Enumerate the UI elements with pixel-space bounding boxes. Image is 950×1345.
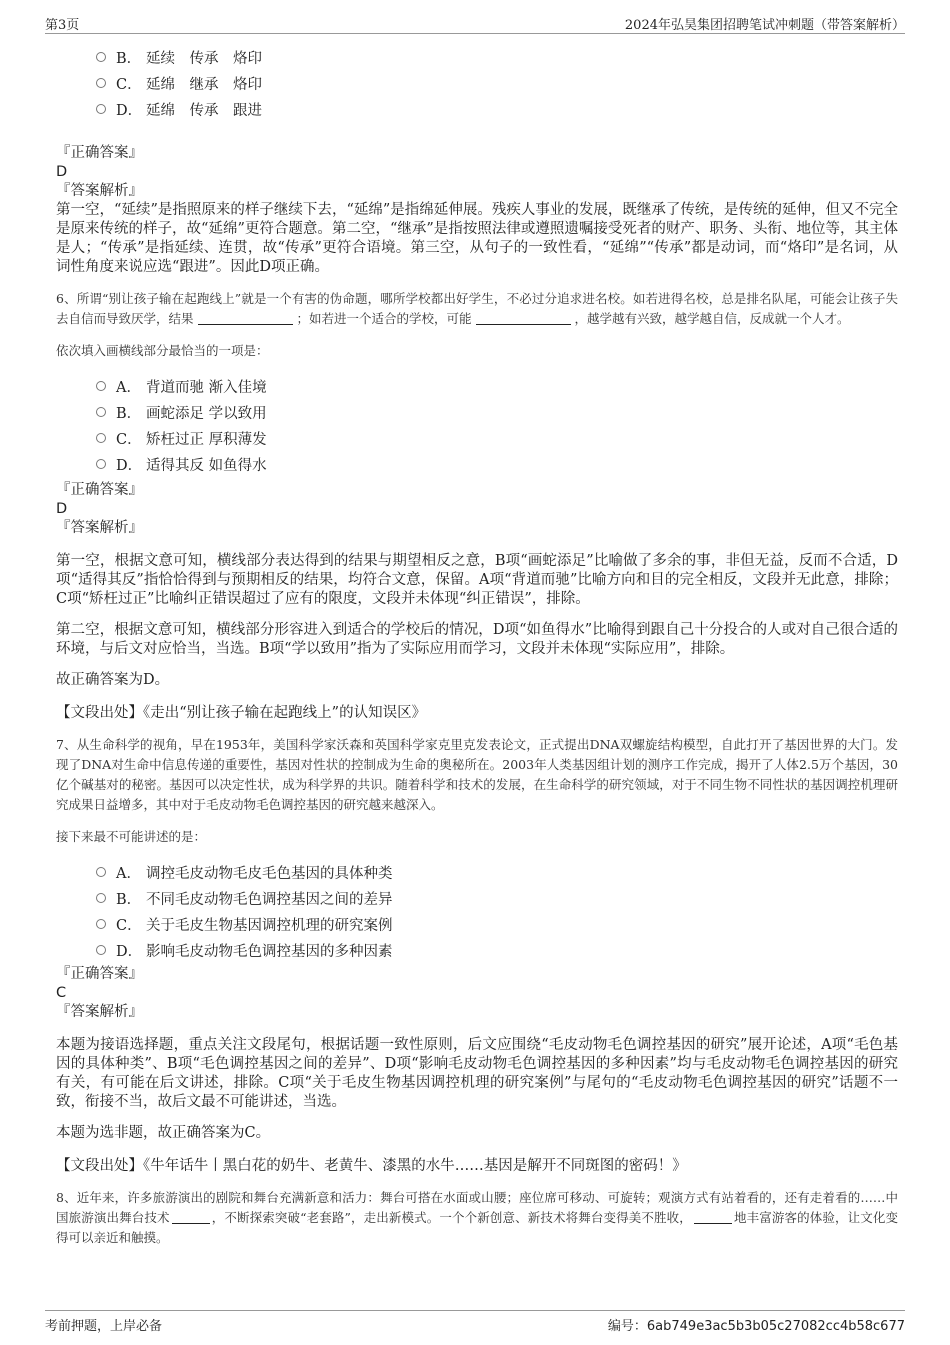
radio-icon[interactable] <box>96 433 106 443</box>
option-d[interactable]: D． 延绵 传承 跟进 <box>96 96 898 122</box>
radio-icon[interactable] <box>96 104 106 114</box>
radio-icon[interactable] <box>96 945 106 955</box>
question-8-stem: 8、近年来，许多旅游演出的剧院和舞台充满新意和活力：舞台可搭在水面或山腰；座位席可移动、可旋转；观演方式有站着看的，还有走着看的……中国旅游演出舞台技术 ，不断探索突破“老套路”，走出新模式。一个个新创意、新技术将舞台变得美不胜收， 地丰富游客的体验，让文化变得可以亲近和触摸。 <box>56 1190 898 1245</box>
option-c[interactable]: C． 关于毛皮生物基因调控机理的研究案例 <box>96 911 898 937</box>
option-c[interactable]: C． 延绵 继承 烙印 <box>96 70 898 96</box>
analysis-text: 本题为接语选择题，重点关注文段尾句，根据话题一致性原则，后文应围绕“毛皮动物毛色调控基因的研究”展开论述，A项“毛色基因的具体种类”、B项“毛色调控基因之间的差异”、D项“影响毛皮动物毛色调控基因的多种因素”均与毛皮动物毛色调控基因的研究有关，有可能在后文讲述，排除。C项“关于毛皮生物基因调控机理的研究案例”与尾句的“毛皮动物毛色调控基因的研究”话题不一致，衔接不当，故后文最不可能讲述，当选。 <box>56 1037 898 1110</box>
radio-icon[interactable] <box>96 381 106 391</box>
footer-slogan: 考前押题，上岸必备 <box>45 1319 163 1334</box>
option-b[interactable]: B． 不同毛皮动物毛色调控基因之间的差异 <box>96 885 898 911</box>
analysis-text: 本题为选非题，故正确答案为C。 <box>56 1125 271 1141</box>
radio-icon[interactable] <box>96 52 106 62</box>
source-citation: 【文段出处】《牛年话牛丨黑白花的奶牛、老黄牛、漆黑的水牛……基因是解开不同斑图的密码！》 <box>56 1158 687 1174</box>
document-code: 编号：6ab749e3ac5b3b05c27082cc4b58c677 <box>607 1319 905 1334</box>
question-7-prompt: 接下来最不可能讲述的是： <box>56 829 207 844</box>
option-b[interactable]: B． 延续 传承 烙印 <box>96 44 898 70</box>
page-footer <box>45 1310 905 1332</box>
radio-icon[interactable] <box>96 919 106 929</box>
blank-line <box>198 311 293 325</box>
answer-value: D <box>56 164 68 180</box>
radio-icon[interactable] <box>96 867 106 877</box>
option-d[interactable]: D． 影响毛皮动物毛色调控基因的多种因素 <box>96 937 898 963</box>
q6-options <box>56 373 898 477</box>
blank-line <box>694 1210 732 1224</box>
analysis-label: 『答案解析』 <box>56 520 143 536</box>
question-6-stem: 6、所谓“别让孩子输在起跑线上”就是一个有害的伪命题，哪所学校都出好学生，不必过分追求进名校。如若进得名校，总是排名队尾，可能会让孩子失去自信而导致厌学，结果 ；如若进一个适合的学校，可能 ，越学越有兴致，越学越自信，反成就一个人才。 <box>56 291 898 326</box>
analysis-label: 『答案解析』 <box>56 183 143 199</box>
option-d[interactable]: D． 适得其反 如鱼得水 <box>96 451 898 477</box>
answer-label: 『正确答案』 <box>56 482 143 498</box>
source-citation: 【文段出处】《走出“别让孩子输在起跑线上”的认知误区》 <box>56 705 427 721</box>
analysis-text: 第二空，根据文意可知，横线部分形容进入到适合的学校后的情况，D项“如鱼得水”比喻得到跟自己十分投合的人或对自己很合适的环境，与后文对应恰当，当选。B项“学以致用”指为了实际应用而学习，文段并未体现“实际应用”，排除。 <box>56 622 898 657</box>
analysis-text: 第一空，“延续”是指照原来的样子继续下去，“延绵”是指绵延伸展。残疾人事业的发展，既继承了传统，是传统的延伸，但又不完全是原来传统的样子，故“延绵”更符合题意。第二空，“继承”是指按照法律或遵照遗嘱接受死者的财产、职务、头衔、地位等，其主体是人；“传承”是指延续、连贯，故“传承”更符合语境。第三空，从句子的一致性看，“延绵”“传承”都是动词，而“烙印”是名词，从词性角度来说应选“跟进”。因此D项正确。 <box>56 202 898 275</box>
answer-value: D <box>56 501 68 517</box>
answer-label: 『正确答案』 <box>56 145 143 161</box>
option-b[interactable]: B． 画蛇添足 学以致用 <box>96 399 898 425</box>
radio-icon[interactable] <box>96 459 106 469</box>
analysis-text: 故正确答案为D。 <box>56 672 170 688</box>
q7-options <box>56 859 898 963</box>
radio-icon[interactable] <box>96 893 106 903</box>
option-a[interactable]: A． 背道而驰 渐入佳境 <box>96 373 898 399</box>
answer-label: 『正确答案』 <box>56 966 143 982</box>
option-c[interactable]: C． 矫枉过正 厚积薄发 <box>96 425 898 451</box>
page-content <box>56 40 898 1248</box>
q5-options <box>56 44 898 122</box>
document-title: 2024年弘昊集团招聘笔试冲刺题（带答案解析） <box>624 18 905 33</box>
page-header <box>45 14 905 34</box>
analysis-text: 第一空，根据文意可知，横线部分表达得到的结果与期望相反之意，B项“画蛇添足”比喻做了多余的事，非但无益，反而不合适，D项“适得其反”指恰恰得到与预期相反的结果，均符合文意，保留。A项“背道而驰”比喻方向和目的完全相反，文段并无此意，排除；C项“矫枉过正”比喻纠正错误超过了应有的限度，文段并未体现“纠正错误”，排除。 <box>56 553 898 607</box>
radio-icon[interactable] <box>96 407 106 417</box>
radio-icon[interactable] <box>96 78 106 88</box>
answer-value: C <box>56 985 67 1001</box>
option-a[interactable]: A． 调控毛皮动物毛皮毛色基因的具体种类 <box>96 859 898 885</box>
question-7-stem: 7、从生命科学的视角，早在1953年，美国科学家沃森和英国科学家克里克发表论文，正式提出DNA双螺旋结构模型，自此打开了基因世界的大门。发现了DNA对生命中信息传递的重要性，基因对性状的控制成为生命的奥秘所在。2003年人类基因组计划的测序工作完成，揭开了人体2.5万个基因，30亿个碱基对的秘密。基因可以决定性状，成为科学界的共识。随着科学和技术的发展，在生命科学的研究领域，对于不同生物不同性状的基因调控机理研究成果日益增多，其中对于毛皮动物毛色调控基因的研究越来越深入。 <box>56 737 898 812</box>
question-6-prompt: 依次填入画横线部分最恰当的一项是： <box>56 343 269 358</box>
blank-line <box>476 311 571 325</box>
page-number: 第3页 <box>45 18 80 33</box>
blank-line <box>172 1210 210 1224</box>
analysis-label: 『答案解析』 <box>56 1004 143 1020</box>
